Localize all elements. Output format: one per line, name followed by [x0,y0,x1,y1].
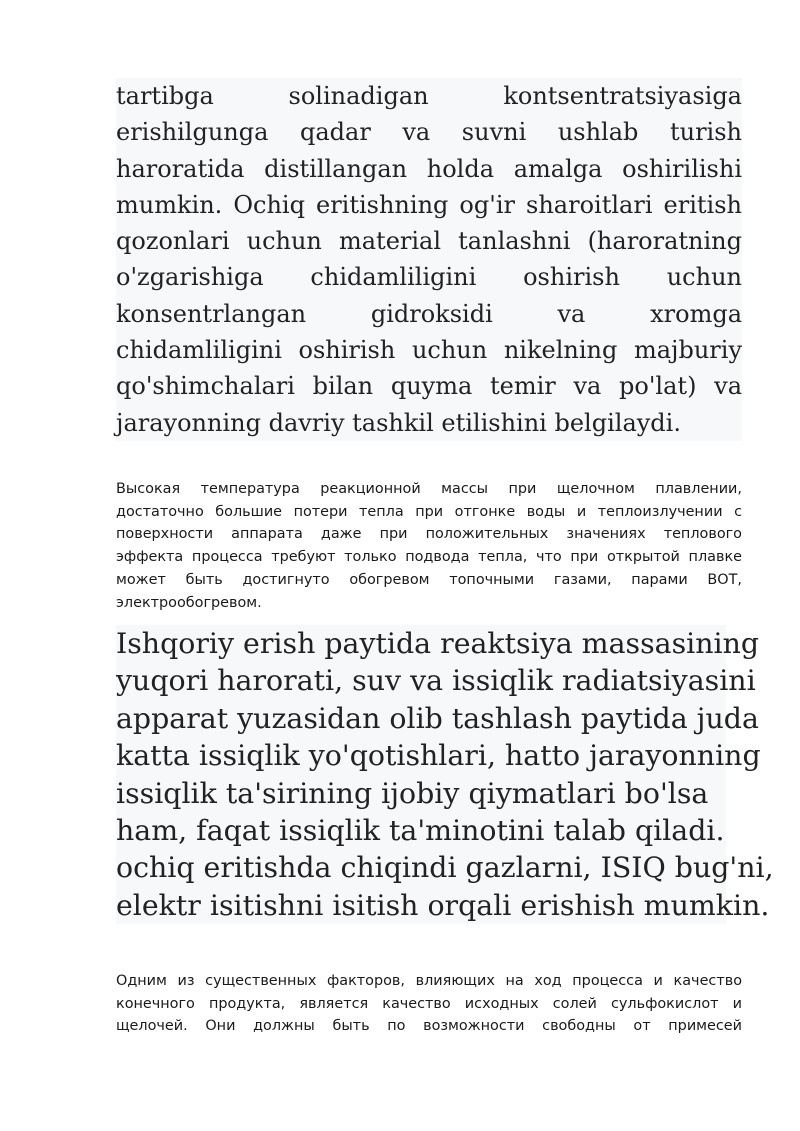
text-line: erishilgunga qadar va suvni ushlab turish [116,118,742,147]
text-line: Ishqoriy erish paytida reaktsiya massasining [116,627,760,660]
text-line: o'zgarishiga chidamliligini oshirish uchun [116,263,742,292]
text-line: haroratida distillangan holda amalga oshirilishi [116,154,742,183]
text-line: issiqlik ta'sirining ijobiy qiymatlari bo'lsa [116,776,709,810]
text-line: эффекта процесса требуют только подвода тепла, что при открытой плавке [116,549,742,566]
text-line: щелочей. Они должны быть по возможности свободны от примесей [116,1018,742,1035]
text-line: ochiq eritishda chiqindi gazlarni, ISIQ bug'ni, [116,851,774,885]
text-line: apparat yuzasidan olib tashlash paytida juda [116,701,759,735]
text-line: yuqori harorati, suv va issiqlik radiatsiyasini [116,664,756,698]
text-line-last: jarayonning davriy tashkil etilishini belgilaydi. [116,408,681,437]
text-line: katta issiqlik yo'qotishlari, hatto jarayonning [116,739,761,773]
text-line: elektr isitishni isitish orqali erishish mumkin. [116,888,770,922]
uzbek-translation-paragraph [116,625,774,924]
text-line: qozonlari uchun material tanlashni (haroratning [116,227,742,256]
text-line: konsentrlangan gidroksidi va xromga [116,299,742,328]
text-line: достаточно большие потери тепла при отгонке воды и теплоизлучении с [116,503,742,520]
text-line: mumkin. Ochiq eritishning og'ir sharoitlari eritish [116,190,742,219]
text-line: Высокая температура реакционной массы при щелочном плавлении, [116,481,742,497]
uzbek-paragraph-continuation [116,78,742,441]
text-line: qo'shimchalari bilan quyma temir va po'lat) va [116,372,742,401]
text-line: может быть достигнуто обогревом топочными газами, парами ВОТ, [116,571,742,588]
text-line: chidamliligini oshirish uchun nikelning majburiy [116,336,742,365]
russian-paragraph-high-temperature [116,478,742,614]
text-line-last: электрообогревом. [116,594,262,611]
text-line: конечного продукта, является качество исходных солей сульфокислот и [116,995,742,1012]
russian-paragraph-factors [116,970,742,1038]
text-line: Одним из существенных факторов, влияющих на ход процесса и качество [116,973,742,989]
text-line: поверхности аппарата даже при положительных значениях теплового [116,526,742,543]
text-line: tartibga solinadigan kontsentratsiyasiga [116,82,742,110]
text-line: ham, faqat issiqlik ta'minotini talab qiladi. [116,814,725,848]
